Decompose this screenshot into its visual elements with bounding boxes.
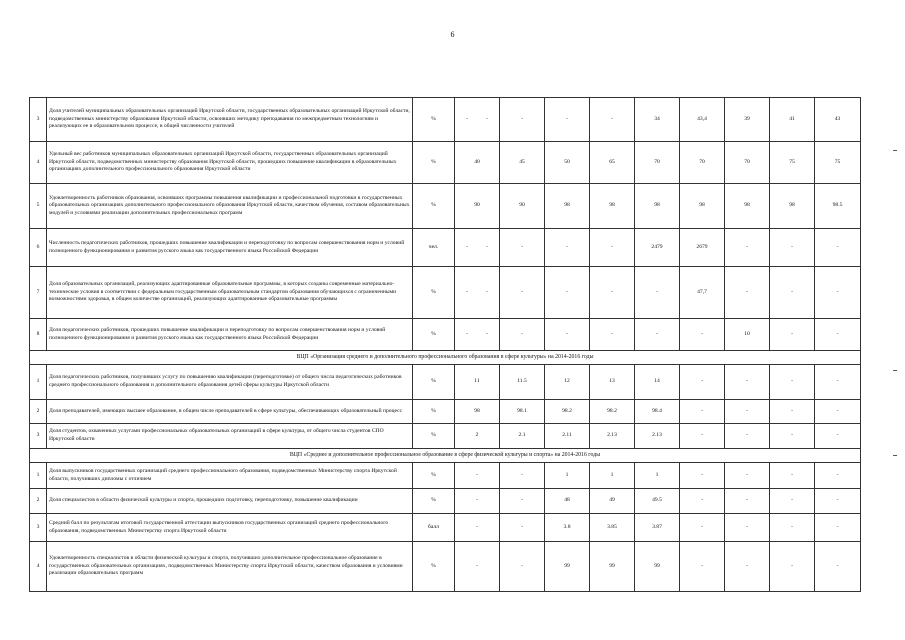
indicator-row: [30, 400, 861, 424]
indicator-row: [30, 365, 861, 400]
value-cell: -: [815, 400, 861, 424]
indicator-name: Средний балл по результатам итоговой государственной аттестации выпускников государственных организаций среднего профессионального образования, подведомственных Министерству спорта Иркутской области: [47, 514, 413, 542]
row-number: 6: [30, 229, 47, 267]
section-title: ВЦП «Организация среднего и дополнительного профессионального образования в сфере культуры» на 2014-2016 годы: [30, 351, 861, 365]
indicator-name: Доля учителей муниципальных образовательных организаций Иркутской области, государственных образовательных организаций Иркутской области, подведомственных министерству образования Иркутской области, освоивших методику преподавания по межпредметным технологиям и реализующих ее в образовательном процессе, в общей численности учителей: [47, 98, 413, 142]
value-cell: 40: [455, 142, 500, 184]
value-cell: -: [500, 229, 545, 267]
indicator-name: Доля специалистов в области физической культуры и спорта, прошедших подготовку, переподготовку, повышение квалификации: [47, 489, 413, 514]
row-number: 3: [30, 98, 47, 142]
value-cell: 70: [635, 142, 680, 184]
value-cell-part: -: [486, 288, 488, 295]
value-cell: [455, 98, 500, 142]
value-cell: 98: [545, 184, 590, 229]
value-cell: 47,7: [680, 267, 725, 319]
unit-cell: %: [413, 267, 455, 319]
value-cell: -: [815, 542, 861, 592]
value-cell: 41: [770, 98, 815, 142]
value-cell: 99: [635, 542, 680, 592]
value-cell: 2: [455, 424, 500, 449]
value-cell: 49.5: [635, 489, 680, 514]
value-cell-part: -: [466, 243, 468, 250]
row-number: 4: [30, 142, 47, 184]
value-cell: 2.13: [590, 424, 635, 449]
page-number: 6: [450, 30, 455, 39]
value-cell: -: [725, 365, 770, 400]
value-cell: 98: [770, 184, 815, 229]
value-cell: 1: [635, 463, 680, 489]
value-cell: 75: [770, 142, 815, 184]
value-cell: -: [725, 542, 770, 592]
row-number: 3: [30, 424, 47, 449]
value-cell: 1: [590, 463, 635, 489]
margin-mark: [893, 150, 897, 151]
value-cell: 99: [590, 542, 635, 592]
value-cell: -: [770, 267, 815, 319]
value-cell: 98: [725, 184, 770, 229]
value-cell: 90: [455, 184, 500, 229]
row-number: 2: [30, 400, 47, 424]
value-cell: -: [770, 229, 815, 267]
value-cell: 98.2: [545, 400, 590, 424]
row-number: 2: [30, 489, 47, 514]
value-cell: 98.4: [635, 400, 680, 424]
indicator-name: Доля студентов, охваченных услугами профессиональных образовательных организаций в сфере культуры, от общего числа студентов СПО Иркутской области: [47, 424, 413, 449]
value-cell: -: [725, 229, 770, 267]
value-cell-part: -: [466, 288, 468, 295]
value-cell: -: [500, 489, 545, 514]
row-number: 7: [30, 267, 47, 319]
value-cell: -: [455, 489, 500, 514]
value-cell: 2.1: [500, 424, 545, 449]
value-cell: -: [680, 489, 725, 514]
value-cell: -: [680, 542, 725, 592]
value-cell: 49: [590, 489, 635, 514]
indicator-name: Удовлетворенность работников образования, освоивших программы повышения квалификации и профессиональной подготовки в государственных образовательных организациях дополнительного профессионального образования Иркутской области, качеством обучения, составом образовательных модулей и условиями реализации дополнительных профессиональных программ: [47, 184, 413, 229]
value-cell: -: [770, 319, 815, 351]
indicator-row: [30, 98, 861, 142]
indicator-row: [30, 542, 861, 592]
value-cell: 12: [545, 365, 590, 400]
value-cell: -: [815, 424, 861, 449]
value-cell: -: [545, 267, 590, 319]
value-cell: -: [725, 424, 770, 449]
indicator-name: Доля педагогических работников, прошедших повышение квалификации и переподготовку по вопросам совершенствования норм и условий полноценного функционирования и развития русского языка как государственного языка Российской Федерации: [47, 319, 413, 351]
value-cell: 2.11: [545, 424, 590, 449]
value-cell: -: [770, 365, 815, 400]
value-cell: -: [725, 463, 770, 489]
value-cell: 50: [545, 142, 590, 184]
unit-cell: чел.: [413, 229, 455, 267]
value-cell: -: [815, 229, 861, 267]
value-cell: -: [815, 267, 861, 319]
value-cell: 11.5: [500, 365, 545, 400]
value-cell: -: [770, 542, 815, 592]
unit-cell: %: [413, 400, 455, 424]
value-cell: -: [635, 319, 680, 351]
indicator-name: Удовлетворенность специалистов в области физической культуры и спорта, получивших дополнительное профессиональное образование в государственных образовательных организациях, подведомственных Министерству спорта Иркутской области, качеством образования и условиями реализации образовательных программ: [47, 542, 413, 592]
row-number: 1: [30, 463, 47, 489]
value-cell: -: [680, 319, 725, 351]
indicator-row: [30, 142, 861, 184]
value-cell: -: [500, 319, 545, 351]
value-cell: 3.87: [635, 514, 680, 542]
row-number: 4: [30, 542, 47, 592]
row-number: 1: [30, 365, 47, 400]
value-cell: -: [770, 463, 815, 489]
value-cell: -: [545, 319, 590, 351]
value-cell: -: [725, 489, 770, 514]
value-cell: -: [725, 267, 770, 319]
unit-cell: %: [413, 365, 455, 400]
unit-cell: %: [413, 489, 455, 514]
value-cell: 2479: [635, 229, 680, 267]
value-cell: -: [815, 489, 861, 514]
value-cell: -: [770, 400, 815, 424]
value-cell: -: [500, 267, 545, 319]
section-header-row: [30, 351, 861, 365]
value-cell: -: [635, 267, 680, 319]
unit-cell: балл: [413, 514, 455, 542]
value-cell: -: [680, 365, 725, 400]
value-cell: -: [815, 463, 861, 489]
value-cell: -: [815, 319, 861, 351]
value-cell: 98: [635, 184, 680, 229]
value-cell: -: [455, 514, 500, 542]
value-cell: 98.5: [815, 184, 861, 229]
value-cell: -: [815, 514, 861, 542]
value-cell: -: [455, 463, 500, 489]
value-cell-part: -: [466, 330, 468, 337]
value-cell: 10: [725, 319, 770, 351]
indicator-name: Доля преподавателей, имеющих высшее образование, в общем числе преподавателей в сфере культуры, обеспечивающих образовательный процесс: [47, 400, 413, 424]
indicator-row: [30, 319, 861, 351]
indicator-row: [30, 463, 861, 489]
value-cell: -: [725, 514, 770, 542]
value-cell: -: [545, 98, 590, 142]
value-cell: -: [815, 365, 861, 400]
indicator-name: Доля образовательных организаций, реализующих адаптированные образовательные программы, в которых созданы современные материально-технические условия в соответствии с федеральным государственным образовательным стандартом образования обучающихся с ограниченными возможностями здоровья, в общем количестве организаций, реализующих адаптированные образовательные программы: [47, 267, 413, 319]
indicator-row: [30, 424, 861, 449]
value-cell: -: [725, 400, 770, 424]
value-cell: -: [770, 489, 815, 514]
value-cell: 90: [500, 184, 545, 229]
value-cell: -: [590, 267, 635, 319]
unit-cell: %: [413, 542, 455, 592]
value-cell: -: [680, 424, 725, 449]
value-cell: -: [500, 98, 545, 142]
value-cell: -: [770, 514, 815, 542]
value-cell: 3.8: [545, 514, 590, 542]
indicator-row: [30, 489, 861, 514]
section-header-row: [30, 449, 861, 463]
indicator-row: [30, 229, 861, 267]
value-cell: 98: [590, 184, 635, 229]
value-cell-part: -: [486, 330, 488, 337]
indicator-name: Удельный вес работников муниципальных образовательных организаций Иркутской области, государственных образовательных организаций Иркутской области, подведомственных министерству образования Иркутской области, прошедших повышение квалификации в образовательных организациях дополнительного профессионального образования Иркутской области: [47, 142, 413, 184]
value-cell: 39: [725, 98, 770, 142]
value-cell-part: -: [466, 115, 468, 122]
value-cell-part: -: [486, 115, 488, 122]
unit-cell: %: [413, 463, 455, 489]
value-cell: -: [545, 229, 590, 267]
margin-mark: [893, 455, 897, 456]
value-cell: -: [500, 514, 545, 542]
value-cell: 99: [545, 542, 590, 592]
value-cell: -: [680, 400, 725, 424]
unit-cell: %: [413, 142, 455, 184]
indicator-row: [30, 184, 861, 229]
unit-cell: %: [413, 424, 455, 449]
section-title: ВЦП «Среднее и дополнительное профессиональное образование в сфере физической культуры и спорта» на 2014-2016 годы: [30, 449, 861, 463]
value-cell: -: [590, 229, 635, 267]
value-cell: 11: [455, 365, 500, 400]
value-cell: 45: [500, 142, 545, 184]
row-number: 8: [30, 319, 47, 351]
value-cell: 98.1: [500, 400, 545, 424]
value-cell: -: [590, 98, 635, 142]
value-cell: 70: [725, 142, 770, 184]
value-cell: 98.2: [590, 400, 635, 424]
value-cell: 70: [680, 142, 725, 184]
value-cell: -: [500, 463, 545, 489]
indicator-name: Численность педагогических работников, прошедших повышение квалификации и переподготовку по вопросам совершенствования норм и условий полноценного функционирования и развития русского языка как государственного языка Российской Федерации: [47, 229, 413, 267]
value-cell: 34: [635, 98, 680, 142]
value-cell: [455, 229, 500, 267]
value-cell: [455, 267, 500, 319]
value-cell: 98: [680, 184, 725, 229]
indicators-table: [29, 97, 861, 592]
indicator-name: Доля педагогических работников, получивших услугу по повышению квалификации (переподготовке) от общего числа педагогических работников среднего профессионального образования и дополнительного образования детей сферы культуры Иркутской области: [47, 365, 413, 400]
value-cell: -: [590, 319, 635, 351]
row-number: 3: [30, 514, 47, 542]
indicator-row: [30, 267, 861, 319]
value-cell: 2.13: [635, 424, 680, 449]
value-cell: -: [770, 424, 815, 449]
value-cell-part: -: [486, 243, 488, 250]
indicator-name: Доля выпускников государственных организаций среднего профессионального образования, подведомственных Министерству спорта Иркутской области, получивших дипломы с отличием: [47, 463, 413, 489]
value-cell: 43,4: [680, 98, 725, 142]
indicator-row: [30, 514, 861, 542]
unit-cell: %: [413, 319, 455, 351]
value-cell: 75: [815, 142, 861, 184]
row-number: 5: [30, 184, 47, 229]
value-cell: 14: [635, 365, 680, 400]
value-cell: 1: [545, 463, 590, 489]
value-cell: 13: [590, 365, 635, 400]
value-cell: -: [500, 542, 545, 592]
value-cell: -: [680, 514, 725, 542]
value-cell: -: [680, 463, 725, 489]
margin-mark: [893, 370, 897, 371]
unit-cell: %: [413, 184, 455, 229]
value-cell: 3.85: [590, 514, 635, 542]
value-cell: 48: [545, 489, 590, 514]
value-cell: 65: [590, 142, 635, 184]
value-cell: 2679: [680, 229, 725, 267]
value-cell: -: [455, 542, 500, 592]
value-cell: [455, 319, 500, 351]
unit-cell: %: [413, 98, 455, 142]
value-cell: 98: [455, 400, 500, 424]
value-cell: 43: [815, 98, 861, 142]
